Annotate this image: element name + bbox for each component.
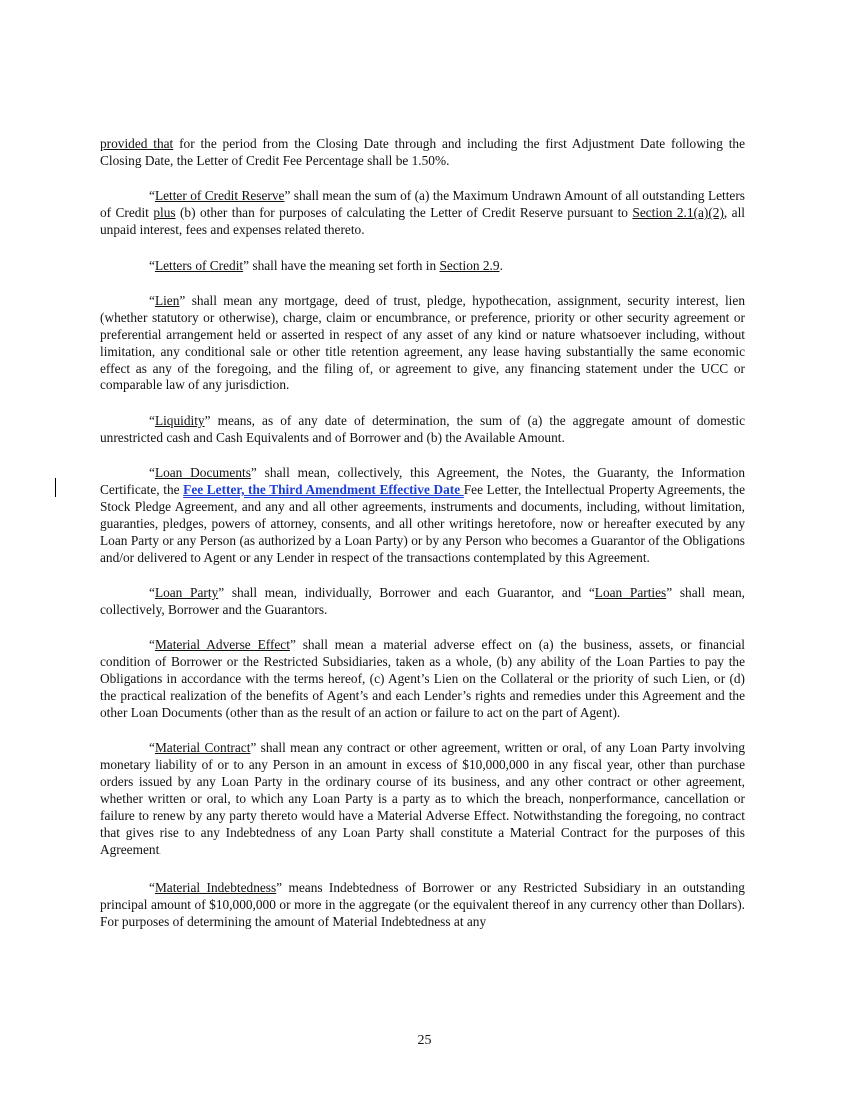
paragraph-lc-fee-proviso bbox=[100, 136, 745, 170]
trailing-period: . bbox=[159, 849, 161, 856]
open-quote: “ bbox=[149, 292, 155, 308]
term-provided-that: provided that bbox=[100, 136, 174, 151]
definition-liquidity bbox=[100, 413, 745, 447]
defined-term: Loan Documents bbox=[154, 465, 251, 481]
document-page bbox=[100, 136, 745, 950]
defined-term: Material Adverse Effect bbox=[154, 637, 290, 653]
definition-text: ” shall mean, individually, Borrower and each Guarantor, and “ bbox=[218, 585, 595, 601]
term-plus: plus bbox=[153, 205, 176, 221]
paragraph-text: for the period from the Closing Date through and including the first Adjustment Date following the Closing Date, the Letter of Credit Fee Percentage shall be 1.50%. bbox=[100, 136, 746, 168]
definition-letters-of-credit bbox=[100, 258, 745, 275]
defined-term: Liquidity bbox=[154, 412, 205, 428]
definition-text: ” shall have the meaning set forth in bbox=[243, 257, 440, 273]
definition-text: ” shall mean the sum of (a) the Maximum Undrawn Amount of all outstanding Letters of Credit bbox=[100, 188, 745, 221]
open-quote: “ bbox=[149, 257, 155, 273]
open-quote: “ bbox=[149, 188, 155, 204]
defined-term: Loan Parties bbox=[594, 585, 667, 601]
revision-change-bar bbox=[55, 478, 56, 497]
definition-letter-of-credit-reserve bbox=[100, 188, 745, 239]
definition-text: . bbox=[499, 257, 503, 273]
definition-text: , all unpaid interest, fees and expenses related thereto. bbox=[100, 205, 745, 238]
inserted-revision-text: Fee Letter, the Third Amendment Effective Date bbox=[183, 482, 464, 498]
definition-material-indebtedness bbox=[100, 880, 745, 931]
definition-text: (b) other than for purposes of calculating the Letter of Credit Reserve pursuant to bbox=[175, 205, 633, 221]
open-quote: “ bbox=[149, 880, 155, 896]
definition-text: ” means, as of any date of determination, the sum of (a) the aggregate amount of domestic unrestricted cash and Cash Equivalents and of Borrower and (b) the Available Amount. bbox=[100, 412, 745, 445]
section-reference: Section 2.9 bbox=[439, 257, 500, 273]
open-quote: “ bbox=[149, 740, 155, 756]
definition-loan-documents bbox=[100, 465, 745, 566]
definition-text: ” shall mean, collectively, this Agreement, the Notes, the Guaranty, the Information Certificate, the bbox=[100, 465, 745, 498]
open-quote: “ bbox=[149, 585, 155, 601]
definition-material-contract bbox=[100, 740, 745, 861]
definition-text: Fee Letter, the Intellectual Property Agreements, the Stock Pledge Agreement, and any and all other agreements, instruments and documents, including, without limitation, guaranties, pledges, powers of attorney, consents, and all other writings heretofore, now or hereafter executed by any Loan Party or any Person (as authorized by a Loan Party) or by any Person who becomes a Guarantor of the Obligations and/or delivered to Agent or any Lender in respect of the transactions contemplated by this Agreement. bbox=[100, 482, 745, 565]
definition-text: ” means Indebtedness of Borrower or any Restricted Subsidiary in an outstanding principal amount of $10,000,000 or more in the aggregate (or the equivalent thereof in any currency other than Dollars). For purposes of determining the amount of Material Indebtedness at any bbox=[100, 880, 745, 930]
defined-term: Letter of Credit Reserve bbox=[154, 188, 285, 204]
defined-term: Material Indebtedness bbox=[154, 880, 277, 896]
definition-text: ” shall mean, collectively, Borrower and the Guarantors. bbox=[100, 585, 745, 618]
definition-lien bbox=[100, 293, 745, 394]
open-quote: “ bbox=[149, 412, 155, 428]
page-number: 25 bbox=[417, 1033, 432, 1048]
open-quote: “ bbox=[149, 465, 155, 481]
definition-text: ” shall mean any mortgage, deed of trust, pledge, hypothecation, assignment, security interest, lien (whether statutory or otherwise), charge, claim or encumbrance, or preference, priority or other security agreement or preferential arrangement held or asserted in respect of any asset of any kind or nature whatsoever including, without limitation, any conditional sale or other title retention agreement, any lease having substantially the same economic effect as any of the foregoing, and the filing of, or agreement to give, any financing statement under the UCC or comparable law of any jurisdiction. bbox=[100, 292, 745, 393]
section-reference: Section 2.1(a)(2) bbox=[632, 205, 724, 221]
definition-text: ” shall mean any contract or other agreement, written or oral, of any Loan Party involving monetary liability of or to any Person in an amount in excess of $10,000,000 in any fiscal year, other than purchase orders issued by any Loan Party in the ordinary course of its business, and any other contract or other agreement, whether written or oral, to which any Loan Party is a party as to which the breach, nonperformance, cancellation or failure to renew by any party thereto would have a Material Adverse Effect. Notwithstanding the foregoing, no contract that gives rise to any Indebtedness of any Loan Party shall constitute a Material Contract for the purposes of this Agreement bbox=[100, 740, 745, 857]
defined-term: Loan Party bbox=[154, 585, 219, 601]
defined-term: Letters of Credit bbox=[154, 257, 244, 273]
definition-loan-party bbox=[100, 585, 745, 619]
defined-term: Lien bbox=[154, 292, 180, 308]
definition-material-adverse-effect bbox=[100, 637, 745, 722]
open-quote: “ bbox=[149, 637, 155, 653]
definition-text: ” shall mean a material adverse effect on (a) the business, assets, or financial condition of Borrower or the Restricted Subsidiaries, taken as a whole, (b) any ability of the Loan Parties to pay the Obligations in accordance with the terms hereof, (c) Agent’s Lien on the Collateral or the priority of such Lien, or (d) the practical realization of the benefits of Agent’s and each Lender’s rights and remedies under this Agreement and the other Loan Documents (other than as the result of an action or failure to act on the part of Agent). bbox=[100, 637, 745, 721]
defined-term: Material Contract bbox=[154, 740, 251, 756]
